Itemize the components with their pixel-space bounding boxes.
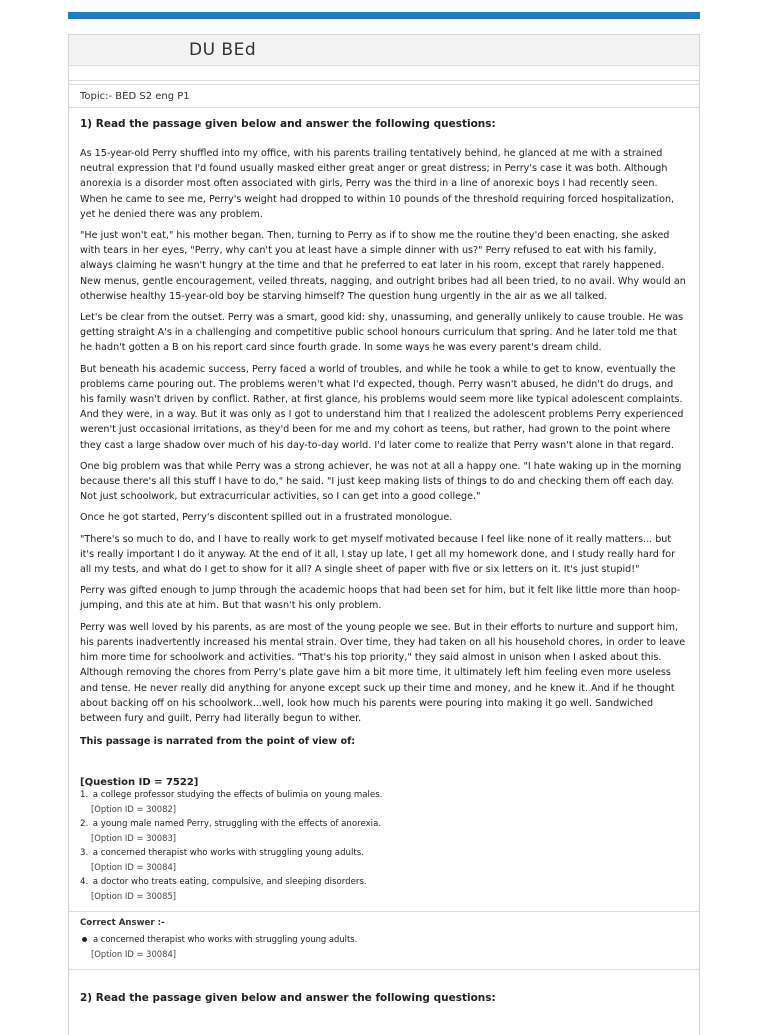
section-divider xyxy=(69,911,699,912)
passage-paragraph: Once he got started, Perry's discontent spilled out in a frustrated monologue. xyxy=(80,512,453,524)
bullet-icon xyxy=(82,937,87,942)
option-item[interactable] xyxy=(80,790,688,814)
correct-answer-id: [Option ID = 30084] xyxy=(91,949,177,960)
option-id: [Option ID = 30084] xyxy=(91,862,177,873)
option-text: a young male named Perry, struggling with the effects of anorexia. xyxy=(92,819,382,830)
question-id: [Question ID = 7522] xyxy=(80,777,199,789)
passage-paragraph: Let's be clear from the outset. Perry was a smart, good kid: shy, unassuming, and generally unlikely to cause trouble. He was getting straight A's in a challenging and competitive public school honours curriculum that spring. And he later told me that he hadn't gotten a B on his report card since fourth grade. In some ways he was every parent's dream child. xyxy=(80,312,684,354)
option-text: a college professor studying the effects of bulimia on young males. xyxy=(92,790,383,801)
correct-answer-text: a concerned therapist who works with struggling young adults. xyxy=(93,934,358,945)
passage-paragraph: Perry was gifted enough to jump through the academic hoops that had been set for him, but it felt like little more than hoop-jumping, and this ate at him. But that wasn't his only problem. xyxy=(80,585,681,612)
passage-paragraph: Perry was well loved by his parents, as are most of the young people we see. But in their efforts to nurture and support him, his parents inadvertently increased his mental strain. Over time, they had taken on all his household chores, in order to leave him more time for schoolwork and activities. "That's his top priority," they said almost in unison when I asked about this. Although removing the chores from Perry's plate gave him a bit more time, it ultimately left him feeling even more useless and tense. He never really did anything for anyone except suck up their time and money, and he knew it. And if he thought about backing off on his schoolwork...well, look how much his parents were pouring into making it go well. Sandwiched between fury and guilt, Perry had literally begun to wither. xyxy=(80,621,686,724)
top-accent-bar xyxy=(68,12,700,19)
option-item[interactable] xyxy=(80,848,688,872)
option-id: [Option ID = 30085] xyxy=(91,891,177,902)
passage-paragraph: "There's so much to do, and I have to really work to get myself motivated because I feel like none of it really matters... but it's really important I do it anyway. At the end of it all, I stay up late, I get all my homework done, and I study really hard for all my tests, and what do I get to show for it all? A single sheet of paper with five or six letters on it. It's just stupid!" xyxy=(80,533,676,576)
option-number: 1. xyxy=(80,790,89,801)
option-number: 3. xyxy=(80,848,89,859)
question-content xyxy=(69,118,699,1004)
option-id: [Option ID = 30083] xyxy=(91,833,177,844)
page-title: DU BEd xyxy=(189,40,257,60)
document-panel xyxy=(68,34,700,1035)
option-number: 2. xyxy=(80,819,89,830)
question-1-heading: 1) Read the passage given below and answer the following questions: xyxy=(80,118,496,130)
section-divider xyxy=(69,969,699,970)
option-text: a doctor who treats eating, compulsive, and sleeping disorders. xyxy=(92,877,367,888)
option-id: [Option ID = 30082] xyxy=(91,804,177,815)
passage-paragraph: But beneath his academic success, Perry faced a world of troubles, and while he took a while to get to know, eventually the problems came pouring out. The problems weren't what I'd expected, though. Perry wasn't abused, he didn't do drugs, and his family wasn't driven by conflict. Rather, at first glance, his problems would seem more like typical adolescent complaints. And they were, in a way. But it was only as I got to understand him that I realized the adolescent problems Perry experienced weren't just occasional irritations, as they'd been for me and my cohort as teens, but rather, had grown to the point where they cast a large shadow over much of his day-to-day world. I'd later come to realize that Perry wasn't alone in that regard. xyxy=(80,363,684,451)
passage-paragraph: One big problem was that while Perry was a strong achiever, he was not at all a happy one. "I hate waking up in the morning because there's all this stuff I have to do," he said. "I just keep making lists of things to do and checking them off each day. Not just schoolwork, but extracurricular activities, so I can get into a good college." xyxy=(80,460,682,503)
topic-row xyxy=(69,84,699,108)
blank-row xyxy=(69,66,699,81)
passage-paragraph: As 15-year-old Perry shuffled into my office, with his parents trailing tentatively behind, he glanced at me with a strained neutral expression that I'd found usually masked either great anger or great distress; in Perry's case it was both. Although anorexia is a disorder most often associated with girls, Perry was the third in a line of anorexic boys I had recently seen. When he came to see me, Perry's weight had dropped to within 10 pounds of the threshold requiring forced hospitalization, yet he denied there was any problem. xyxy=(80,148,675,220)
correct-answer-item xyxy=(80,934,688,944)
option-item[interactable] xyxy=(80,819,688,843)
option-text: a concerned therapist who works with struggling young adults. xyxy=(92,848,364,859)
title-bar xyxy=(69,35,699,66)
option-number: 4. xyxy=(80,877,89,888)
question-2-heading: 2) Read the passage given below and answer the following questions: xyxy=(80,992,496,1005)
question-stem: This passage is narrated from the point of view of: xyxy=(80,736,356,748)
options-list xyxy=(80,790,688,901)
option-item[interactable] xyxy=(80,877,688,901)
topic-label: Topic:- BED S2 eng P1 xyxy=(80,90,190,102)
correct-answer-label: Correct Answer :- xyxy=(80,918,165,929)
passage-paragraph: "He just won't eat," his mother began. Then, turning to Perry as if to show me the routine they'd been enacting, she asked with tears in her eyes, "Perry, why can't you at least have a simple dinner with us?" Perry refused to eat with his family, always claiming he wasn't hungry at the time and that he preferred to eat later in his room, except that rarely happened. New menus, gentle encouragement, veiled threats, nagging, and outright bribes had all been tried, to no avail. Why would an otherwise healthy 15-year-old boy be starving himself? The question hung urgently in the air as we all talked. xyxy=(80,230,686,302)
